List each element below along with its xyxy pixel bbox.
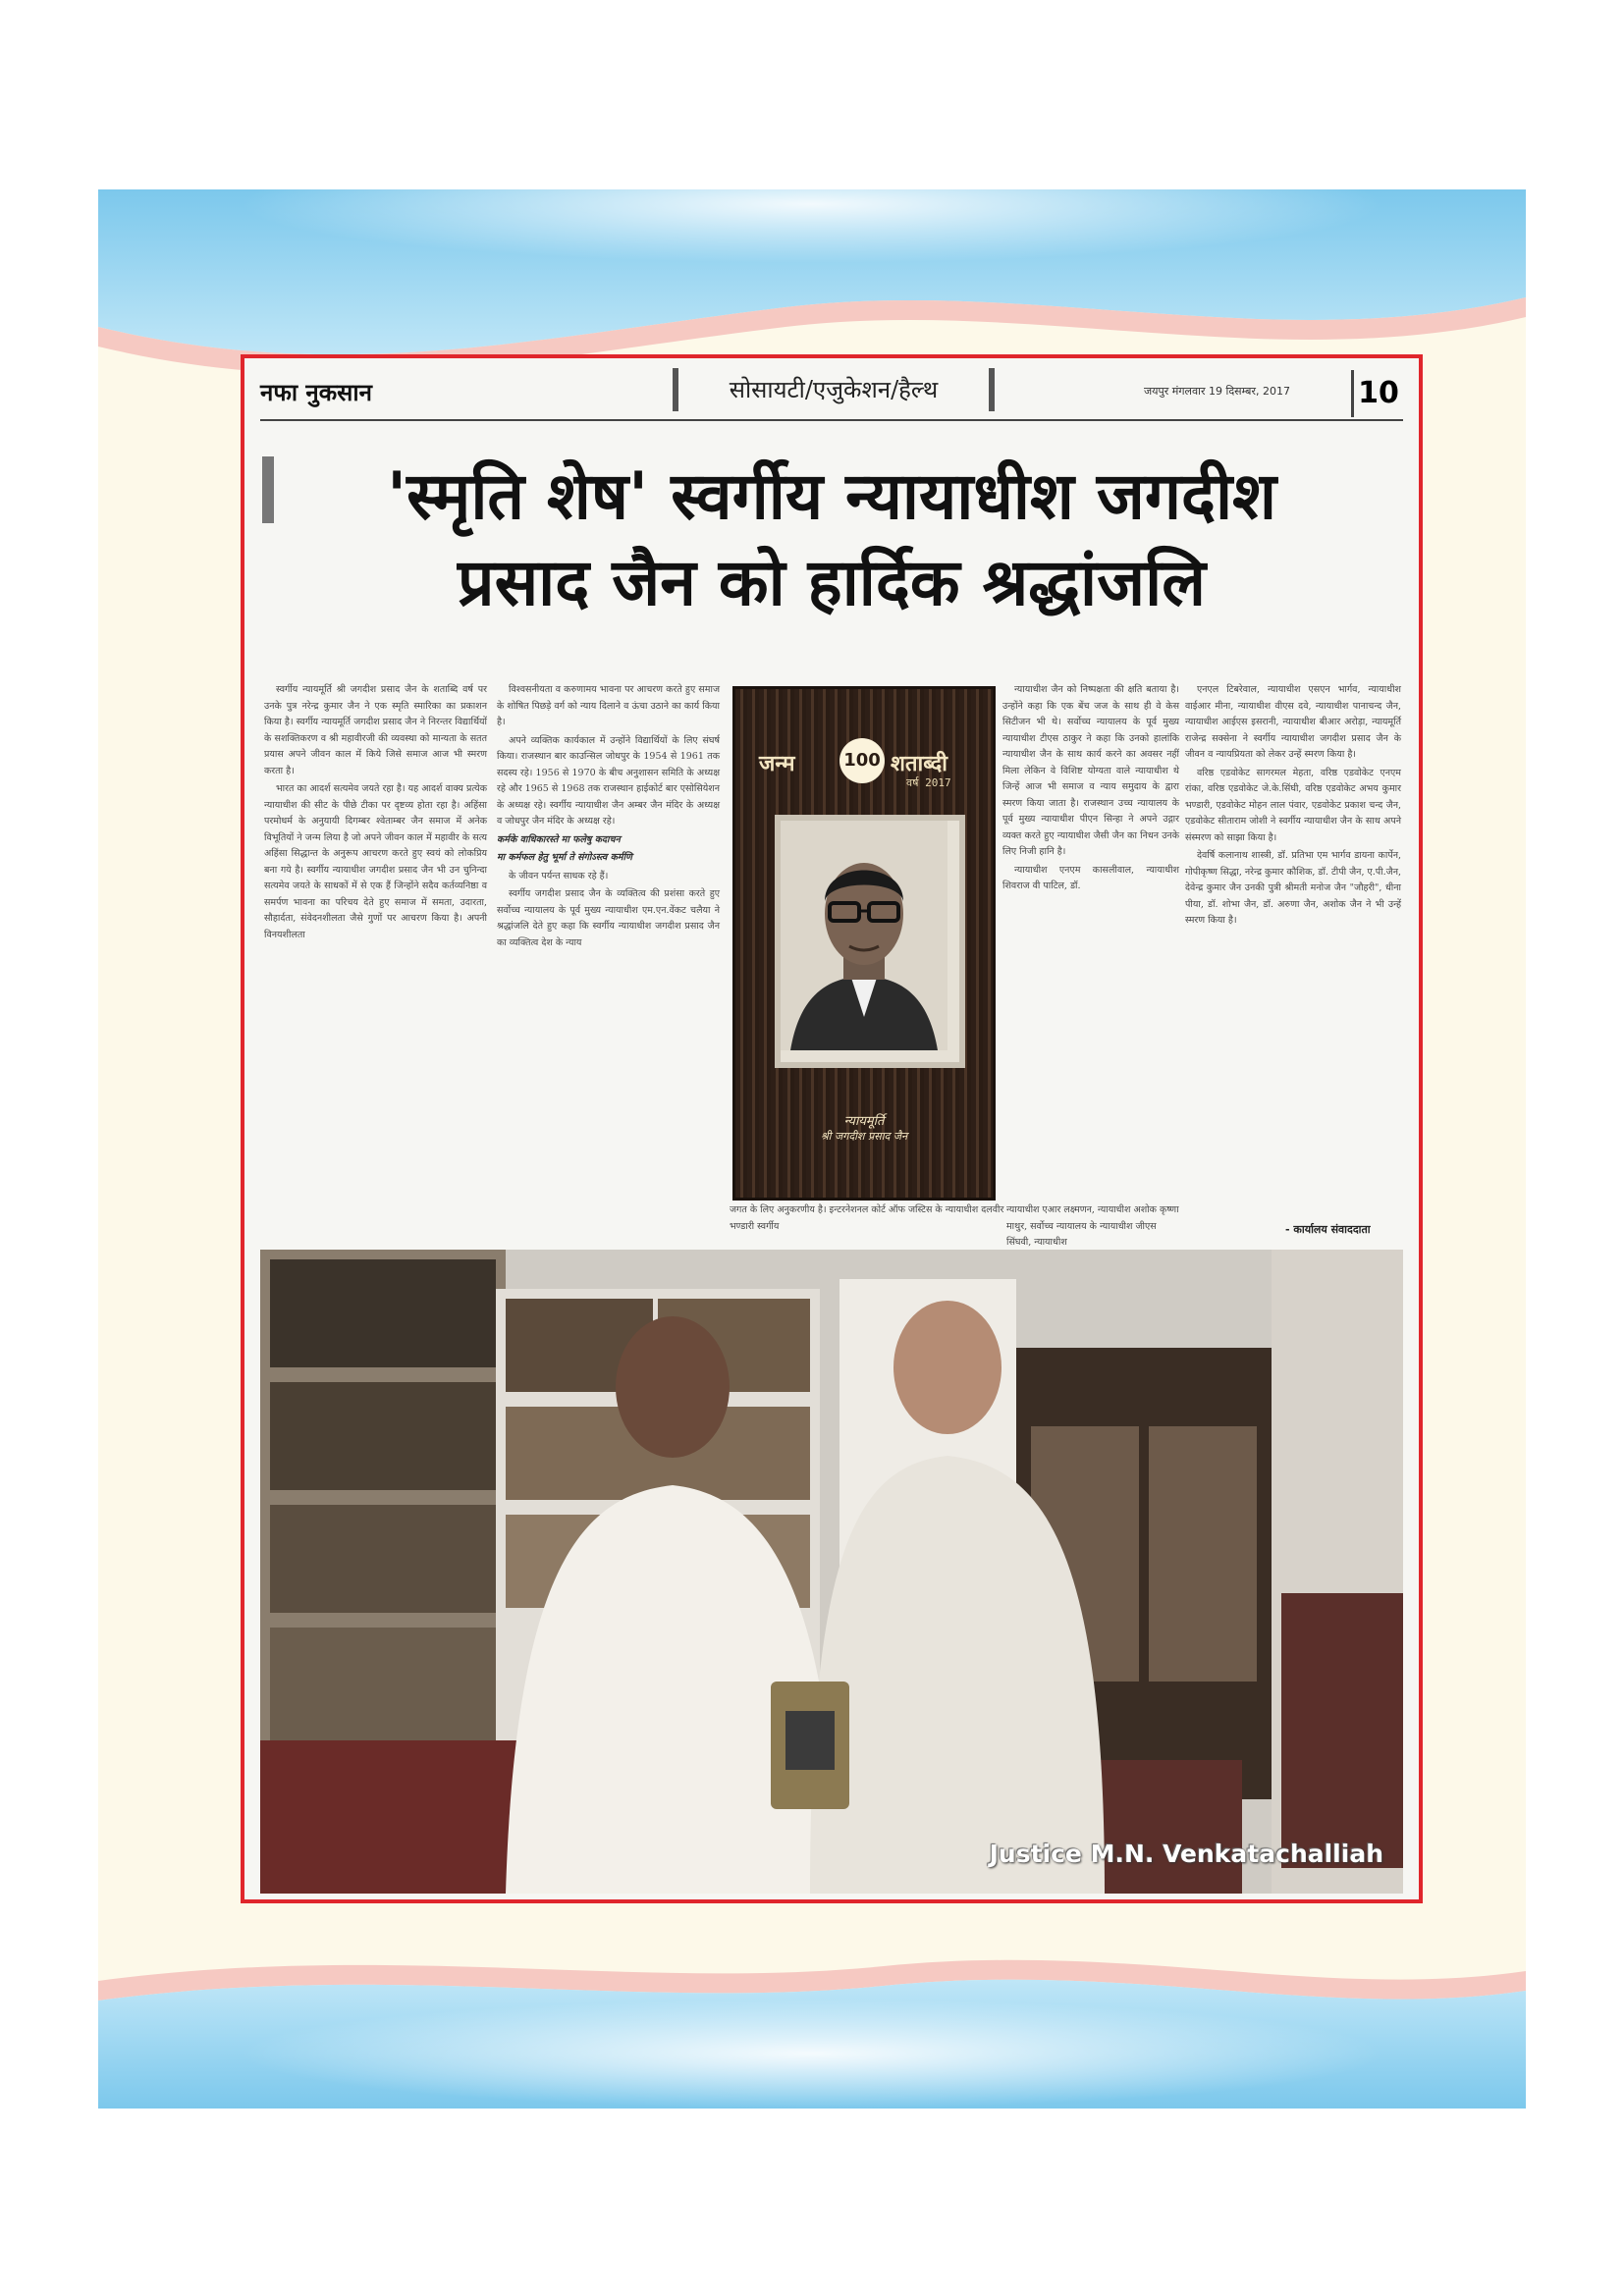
ribbon-number: 100 — [839, 738, 885, 783]
article-paragraph: स्वर्गीय न्यायमूर्ति श्री जगदीश प्रसाद जैन के शताब्दि वर्ष पर उनके पुत्र नरेन्द्र कुमार जैन ने एक स्मृति स्मारिका का प्रकाशन किया है। स्वर्गीय न्यायमूर्ति जगदीश प्रसाद जैन ने निरन्तर विद्यार्थियों के सशक्तिकरण व श्री महावीरजी की व्यवस्था को मान्यता के सतत प्रयास अपने जीवन काल में किये जिसे समाज आज भी स्मरण करता है। — [264, 684, 487, 776]
article-column-5 — [1185, 682, 1401, 1220]
portrait-photo — [775, 815, 965, 1068]
masthead — [260, 370, 1403, 421]
bottom-wave-decoration — [98, 1912, 1526, 2109]
ribbon-right-text: शताब्दी — [891, 751, 947, 776]
edition-date: जयपुर मंगलवार 19 दिसम्बर, 2017 — [1144, 385, 1290, 398]
article-paragraph: न्यायाधीश एनएम कासलीवाल, न्यायाधीश शिवराज वी पाटिल, डॉ. — [1002, 864, 1179, 891]
article-column-1 — [264, 682, 487, 1202]
article-paragraph: स्वर्गीय जगदीश प्रसाद जैन के व्यक्तित्व की प्रशंसा करते हुए सर्वोच्च न्यायालय के पूर्व मुख्य न्यायाधीश एम.एन.वेंकट चलैया ने श्रद्धांजलि देते हुए कहा कि स्वर्गीय न्यायाधीश जगदीश प्रसाद जैन का व्यक्तित्व देश के न्याय — [497, 888, 720, 948]
ribbon-left-text: जन्म — [759, 751, 795, 776]
byline: - कार्यालय संवाददाता — [1285, 1223, 1371, 1236]
article-column-4-tail: न्यायाधीश एआर लक्ष्मणन, न्यायाधीश अशोक कृष्णा माथुर, सर्वोच्च न्यायालय के न्यायाधीश जीएस सिंघवी, न्यायाधीश — [1006, 1204, 1179, 1248]
gita-verse-line-2: मा कर्मफल हेतु भूर्मा ते संगोऽस्त्व कर्मणि — [497, 852, 632, 863]
article-paragraph: अपने व्यक्तिक कार्यकाल में उन्होंने विद्यार्थियों के लिए संघर्ष किया। राजस्थान बार काउन्सिल जोधपुर के 1954 से 1961 तक सदस्य रहे। 1956 से 1970 के बीच अनुशासन समिति के अध्यक्ष रहे और 1965 से 1968 तक राजस्थान हाईकोर्ट बार एसोसियेशन के अध्यक्ष रहे। स्वर्गीय न्यायाधीश जैन अम्बर जैन मंदिर के अध्यक्ष व जोधपुर जैन मंदिर के अध्यक्ष रहे। — [497, 734, 720, 827]
headline-line-2: प्रसाद जैन को हार्दिक श्रद्धांजलि — [458, 544, 1206, 620]
headline — [260, 453, 1403, 625]
article-paragraph: न्यायाधीश जैन को निष्पक्षता की क्षति बताया है। उन्होंने कहा कि एक बेंच जज के साथ ही वे केस सिटीजन भी थे। सर्वोच्च न्यायालय के पूर्व मुख्य न्यायाधीश टीएस ठाकुर ने कहा कि उनको हालांकि न्यायाधीश जैन के साथ कार्य करने का अवसर नहीं मिला लेकिन वे विशिष्ट योग्यता वाले न्यायाधीश थे जिन्हें आज भी समाज व न्याय समुदाय के द्वारा स्मरण किया जाता है। राजस्थान उच्च न्यायालय के पूर्व मुख्य न्यायाधीश पीएन सिन्हा ने अपने उद्गार व्यक्त करते हुए न्यायाधीश जैसी जैन का निधन उनके लिए निजी हानि है। — [1002, 684, 1179, 857]
gita-verse-line-1: कर्मके वाधिकारस्ते मा फलेषु कदाचन — [497, 833, 621, 845]
portrait-figure-icon — [781, 821, 947, 1050]
page-number: 10 — [1351, 370, 1403, 417]
section-tag: सोसायटी/एजुकेशन/हैल्थ — [673, 368, 995, 411]
article-paragraph: देवर्षि कलानाथ शास्त्री, डॉ. प्रतिभा एम भार्गव डायना कार्पेन, गोपीकृष्ण सिद्धा, नरेन्द्र कुमार कौशिक, डॉ. टीपी जैन, ए.पी.जैन, देवेन्द्र कुमार जैन उनकी पुत्री श्रीमती मनोज जैन "जौहरी", धीना पीया, डॉ. शोभा जैन, डॉ. अरुणा जैन, अशोक जैन ने भी उन्हें स्मरण किया है। — [1185, 850, 1401, 926]
ribbon-year: वर्ष 2017 — [906, 776, 951, 789]
article-paragraph: के जीवन पर्यन्त साधक रहे हैं। — [509, 870, 609, 881]
photo-scene-icon — [260, 1250, 1403, 1894]
article-paragraph: विश्वसनीयता व करुणामय भावना पर आचरण करते हुए समाज के शोषित पिछड़े वर्ग को न्याय दिलाने व ऊंचा उठाने का कार्य किया है। — [497, 684, 720, 727]
article-column-4 — [1002, 682, 1179, 1201]
section-name: नफा नुकसान — [260, 378, 372, 406]
portrait-caption-line-1: न्यायमूर्ति — [843, 1114, 885, 1129]
portrait-caption-line-2: श्री जगदीश प्रसाद जैन — [820, 1130, 908, 1143]
article-paragraph: भारत का आदर्श सत्यमेव जयते रहा है। यह आदर्श वाक्य प्रत्येक न्यायाधीश की सीट के पीछे टीका पर दृष्टव्य होता रहा है। अहिंसा परमोधर्म के अनुयायी दिगम्बर श्वेताम्बर जैन समाज में अनेक विभूतियों ने जन्म लिया है जो अपने जीवन काल में महावीर के सत्य अहिंसा सिद्धान्त के अनुरूप आचरण करते हुए स्वयं को लोकप्रिय बना गये है। स्वर्गीय न्यायाधीश जगदीश प्रसाद जैन भी उन चुनिन्दा सत्यमेव जयते के साधकों में से एक हैं जिन्होंने सदैव कर्तव्यनिष्ठा व समर्पण भावना का परिचय देते हुए समाज में समता, उदारता, सौहार्दता, संवेदनशीलता जैसे गुणों पर आचरण किया है। अपनी विनयशीलता — [264, 783, 487, 940]
memorial-portrait — [735, 689, 993, 1198]
centenary-ribbon — [759, 738, 969, 797]
newspaper-clipping — [241, 354, 1423, 1903]
article-paragraph: वरिष्ठ एडवोकेट सागरमल मेहता, वरिष्ठ एडवोकेट एनएम रांका, वरिष्ठ एडवोकेट जे.के.सिंघी, वरिष्ठ एडवोकेट अभय कुमार भण्डारी, एडवोकेट मोहन लाल पंवार, एडवोकेट प्रकाश चन्द जैन, एडवोकेट सीताराम जोशी ने स्वर्गीय न्यायाधीश जैन के साथ अपने संस्मरण को साझा किया है। — [1185, 767, 1401, 843]
article-paragraph: एनएल टिबरेवाल, न्यायाधीश एसएन भार्गव, न्यायाधीश वाईआर मीना, न्यायाधीश वीएस दवे, न्यायाधीश पानाचन्द जैन, न्यायाधीश आईएस इसरानी, न्यायाधीश बीआर अरोड़ा, न्यायमूर्ति राजेन्द्र सक्सेना ने स्वर्गीय न्यायाधीश जगदीश प्रसाद जैन के जीवन व न्यायप्रियता को लेकर उन्हें स्मरण किया है। — [1185, 684, 1401, 760]
headline-line-1: 'स्मृति शेष' स्वर्गीय न्यायाधीश जगदीश — [386, 457, 1277, 534]
photo-caption: Justice M.N. Venkatachalliah — [989, 1840, 1383, 1868]
news-photograph — [260, 1250, 1403, 1894]
article-column-3-tail: जगत के लिए अनुकरणीय है। इन्टरनेशनल कोर्ट ऑफ जस्टिस के न्यायाधीश दलवीर भण्डारी स्वर्गीय — [730, 1204, 1004, 1232]
article-column-2 — [497, 682, 720, 1202]
portrait-caption — [775, 1111, 953, 1160]
